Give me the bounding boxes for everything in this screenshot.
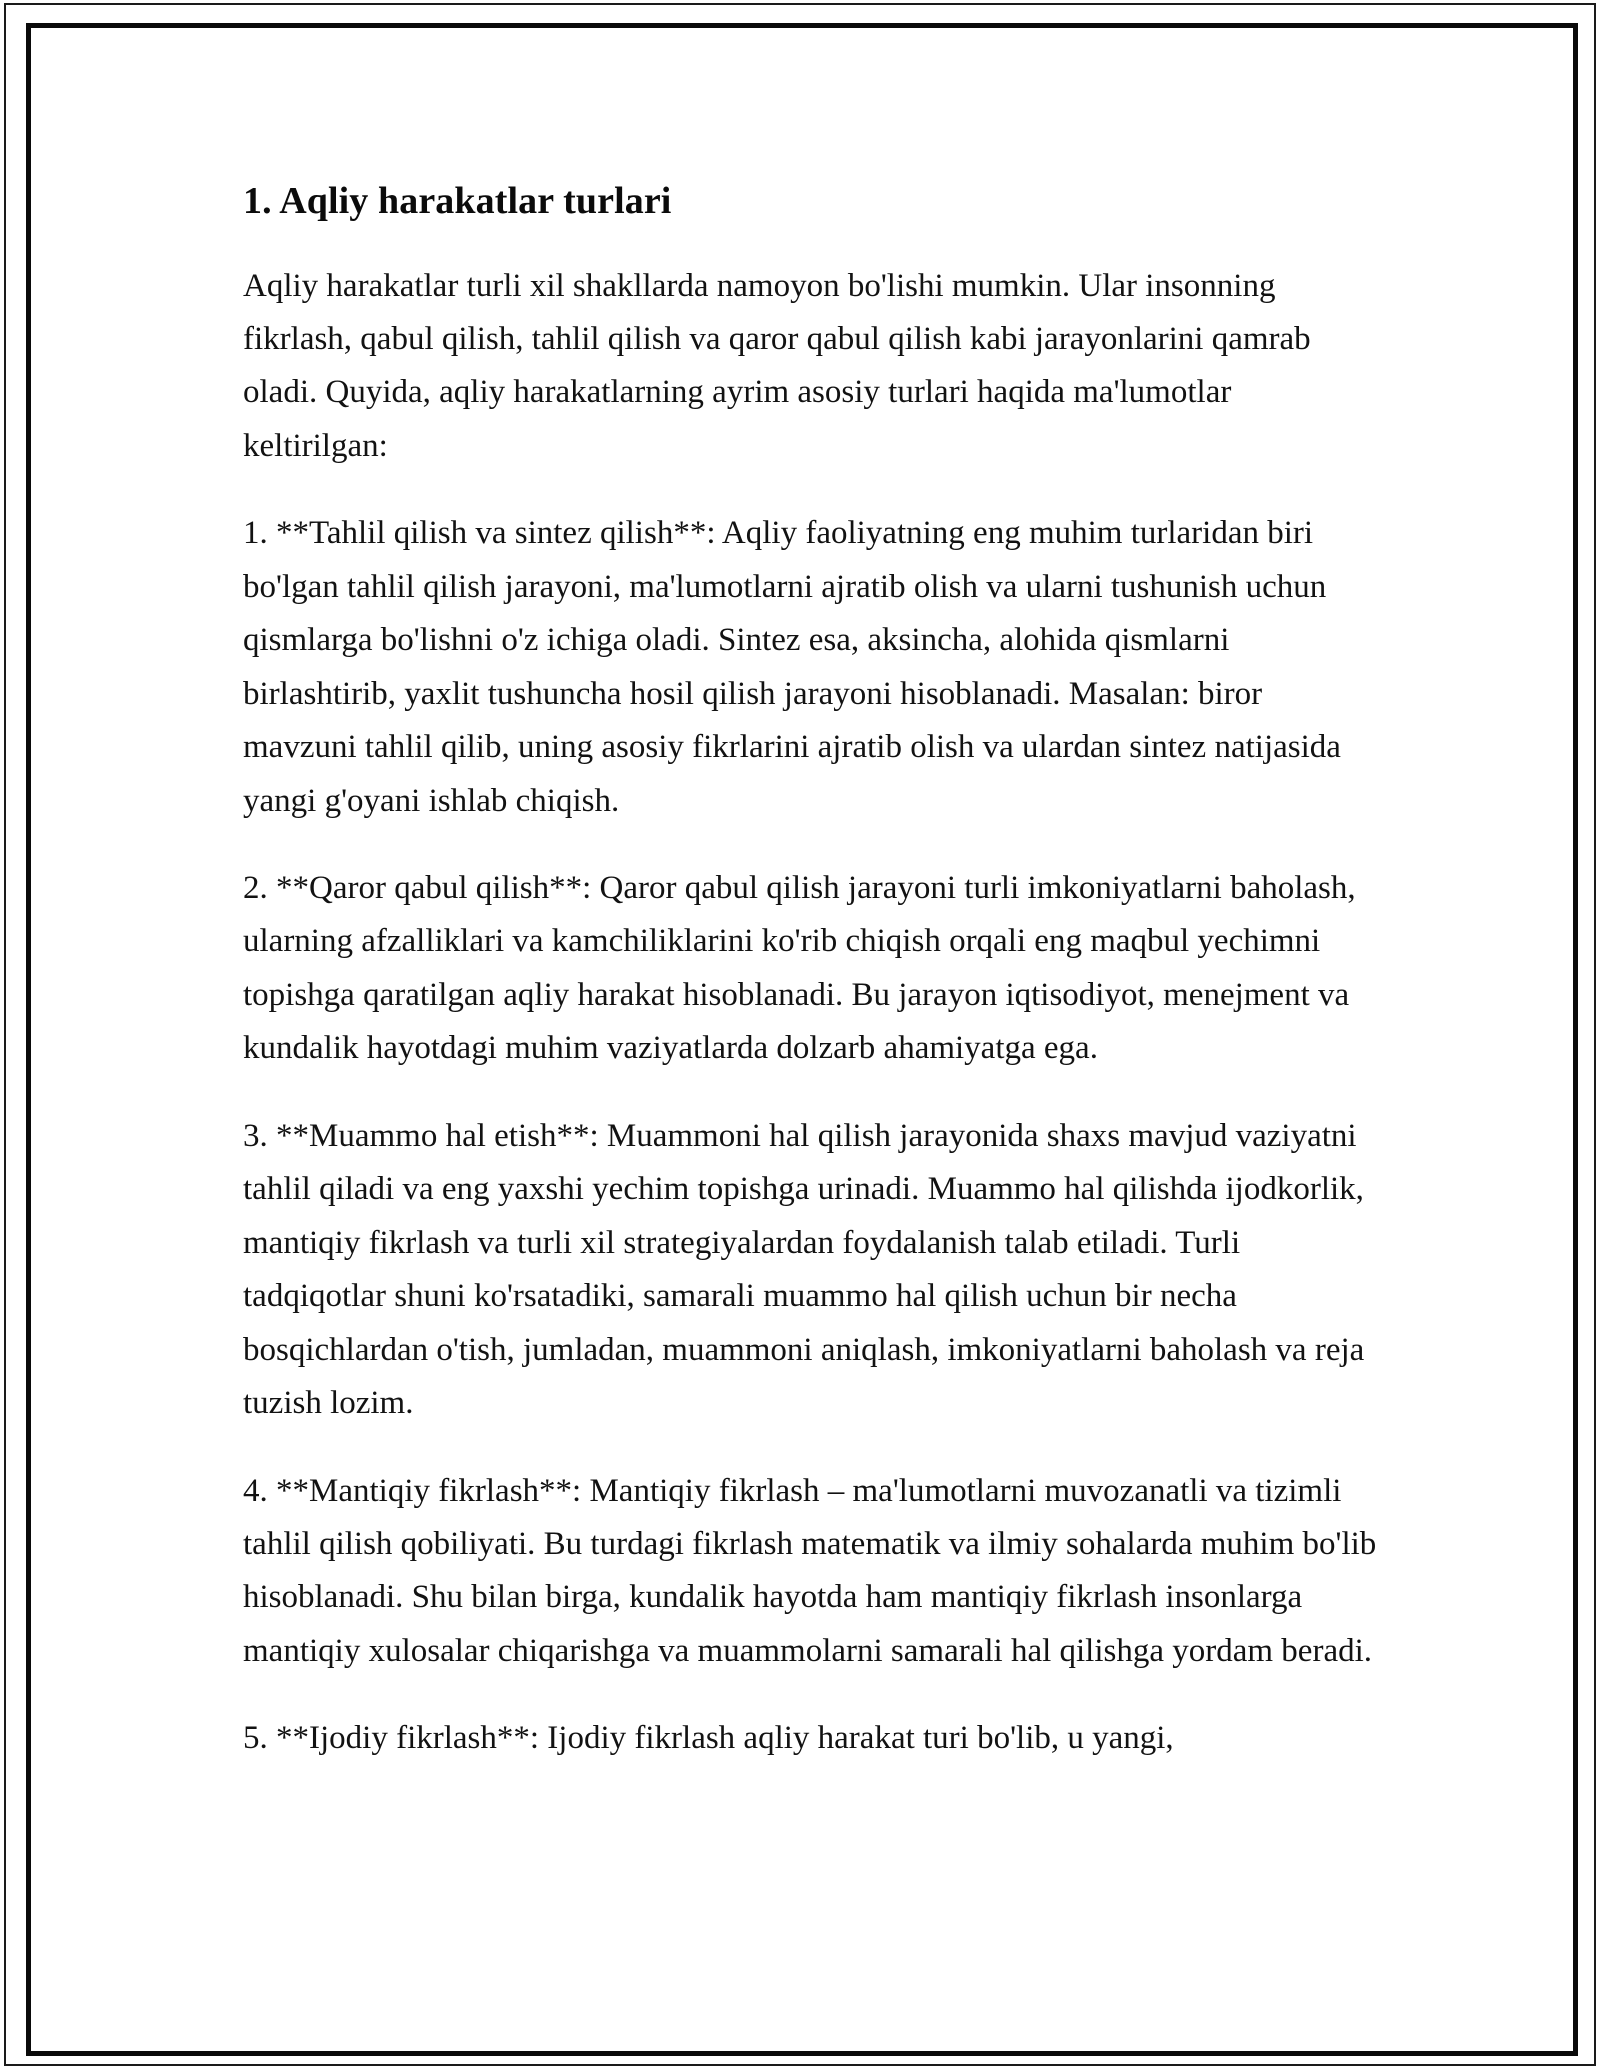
document-page	[31, 28, 1573, 2051]
paragraph-item-1: 1. **Tahlil qilish va sintez qilish**: Aqliy faoliyatning eng muhim turlaridan biri bo'lgan tahlil qilish jarayoni, ma'lumotlarni ajratib olish va ularni tushunish uchun qismlarga bo'lishni o'z ichiga oladi. Sintez esa, aksincha, alohida qismlarni birlashtirib, yaxlit tushuncha hosil qilish jarayoni hisoblanadi. Masalan: biror mavzuni tahlil qilib, uning asosiy fikrlarini ajratib olish va ulardan sintez natijasida yangi g'oyani ishlab chiqish.	[243, 515, 1350, 819]
page-outer-border	[4, 3, 1596, 2066]
paragraph-item-3: 3. **Muammo hal etish**: Muammoni hal qilish jarayonida shaxs mavjud vaziyatni tahlil qiladi va eng yaxshi yechim topishga urinadi. Muammo hal qilishda ijodkorlik, mantiqiy fikrlash va turli xil strategiyalardan foydalanish talab etiladi. Turli tadqiqotlar shuni ko'rsatadiki, samarali muammo hal qilish uchun bir necha bosqichlardan o'tish, jumladan, muammoni aniqlash, imkoniyatlarni baholash va reja tuzish lozim.	[243, 1117, 1373, 1422]
paragraph-item-2: 2. **Qaror qabul qilish**: Qaror qabul qilish jarayoni turli imkoniyatlarni baholash, ularning afzalliklari va kamchiliklarini ko'rib chiqish orqali eng maqbul yechimni topishga qaratilgan aqliy harakat hisoblanadi. Bu jarayon iqtisodiyot, menejment va kundalik hayotdagi muhim vaziyatlarda dolzarb ahamiyatga ega.	[243, 870, 1364, 1067]
page-inner-border	[26, 23, 1578, 2056]
paragraph-item-4: 4. **Mantiqiy fikrlash**: Mantiqiy fikrlash – ma'lumotlarni muvozanatli va tizimli tahlil qilish qobiliyati. Bu turdagi fikrlash matematik va ilmiy sohalarda muhim bo'lib hisoblanadi. Shu bilan birga, kundalik hayotda ham mantiqiy fikrlash insonlarga mantiqiy xulosalar chiqarishga va muammolarni samarali hal qilishga yordam beradi.	[243, 1472, 1385, 1669]
page-title: 1. Aqliy harakatlar turlari	[243, 180, 672, 222]
paragraph-item-5: 5. **Ijodiy fikrlash**: Ijodiy fikrlash aqliy harakat turi bo'lib, u yangi,	[243, 1720, 1174, 1757]
paragraph-intro: Aqliy harakatlar turli xil shakllarda namoyon bo'lishi mumkin. Ular insonning fikrlash, qabul qilish, tahlil qilish va qaror qabul qilish kabi jarayonlarini qamrab oladi. Quyida, aqliy harakatlarning ayrim asosiy turlari haqida ma'lumotlar keltirilgan:	[243, 267, 1319, 464]
